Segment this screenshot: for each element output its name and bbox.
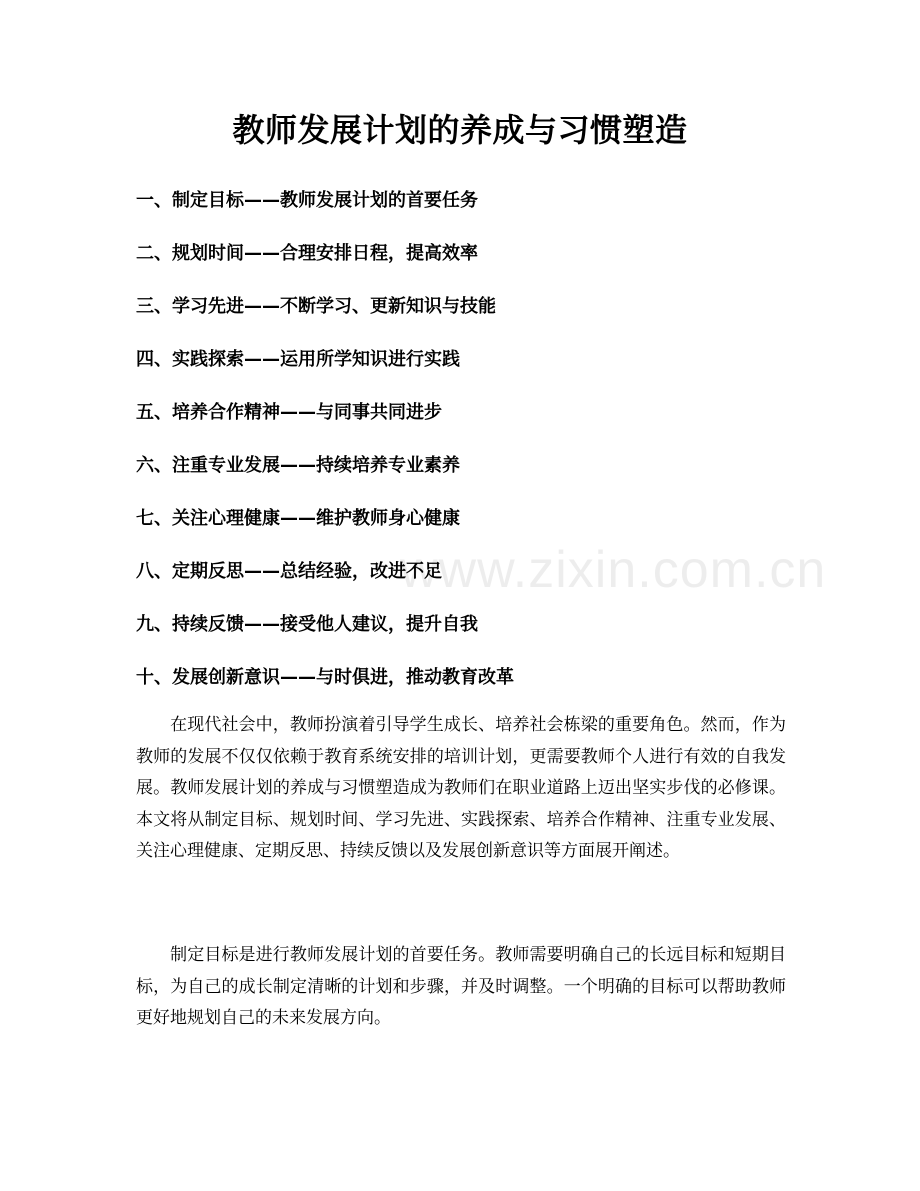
outline-item: 三、学习先进——不断学习、更新知识与技能: [136, 296, 496, 317]
outline-item: 五、培养合作精神——与同事共同进步: [136, 402, 442, 423]
outline-item: 十、发展创新意识——与时俱进，推动教育改革: [136, 667, 514, 688]
outline-item: 九、持续反馈——接受他人建议，提升自我: [136, 614, 478, 635]
intro-paragraph-text: 在现代社会中，教师扮演着引导学生成长、培养社会栋梁的重要角色。然而，作为教师的发展不仅仅依赖于教育系统安排的培训计划，更需要教师个人进行有效的自我发展。教师发展计划的养成与习惯塑造成为教师们在职业道路上迈出坚实步伐的必修课。本文将从制定目标、规划时间、学习先进、实践探索、培养合作精神、注重专业发展、关注心理健康、定期反思、持续反馈以及发展创新意识等方面展开阐述。: [136, 715, 786, 862]
outline-item: 一、制定目标——教师发展计划的首要任务: [136, 190, 478, 211]
watermark: www.zixin.com.cn: [400, 541, 827, 599]
outline-list: [136, 186, 796, 716]
intro-paragraph: [136, 710, 786, 868]
outline-item: 七、关注心理健康——维护教师身心健康: [136, 508, 460, 529]
body-paragraph: [136, 940, 786, 1035]
outline-item: 四、实践探索——运用所学知识进行实践: [136, 349, 460, 370]
outline-item: 二、规划时间——合理安排日程，提高效率: [136, 243, 478, 264]
page-title: 教师发展计划的养成与习惯塑造: [232, 111, 688, 149]
outline-item: 八、定期反思——总结经验，改进不足: [136, 561, 442, 582]
outline-item: 六、注重专业发展——持续培养专业素养: [136, 455, 460, 476]
body-paragraph-text: 制定目标是进行教师发展计划的首要任务。教师需要明确自己的长远目标和短期目标，为自己的成长制定清晰的计划和步骤，并及时调整。一个明确的目标可以帮助教师更好地规划自己的未来发展方向。: [136, 945, 786, 1029]
